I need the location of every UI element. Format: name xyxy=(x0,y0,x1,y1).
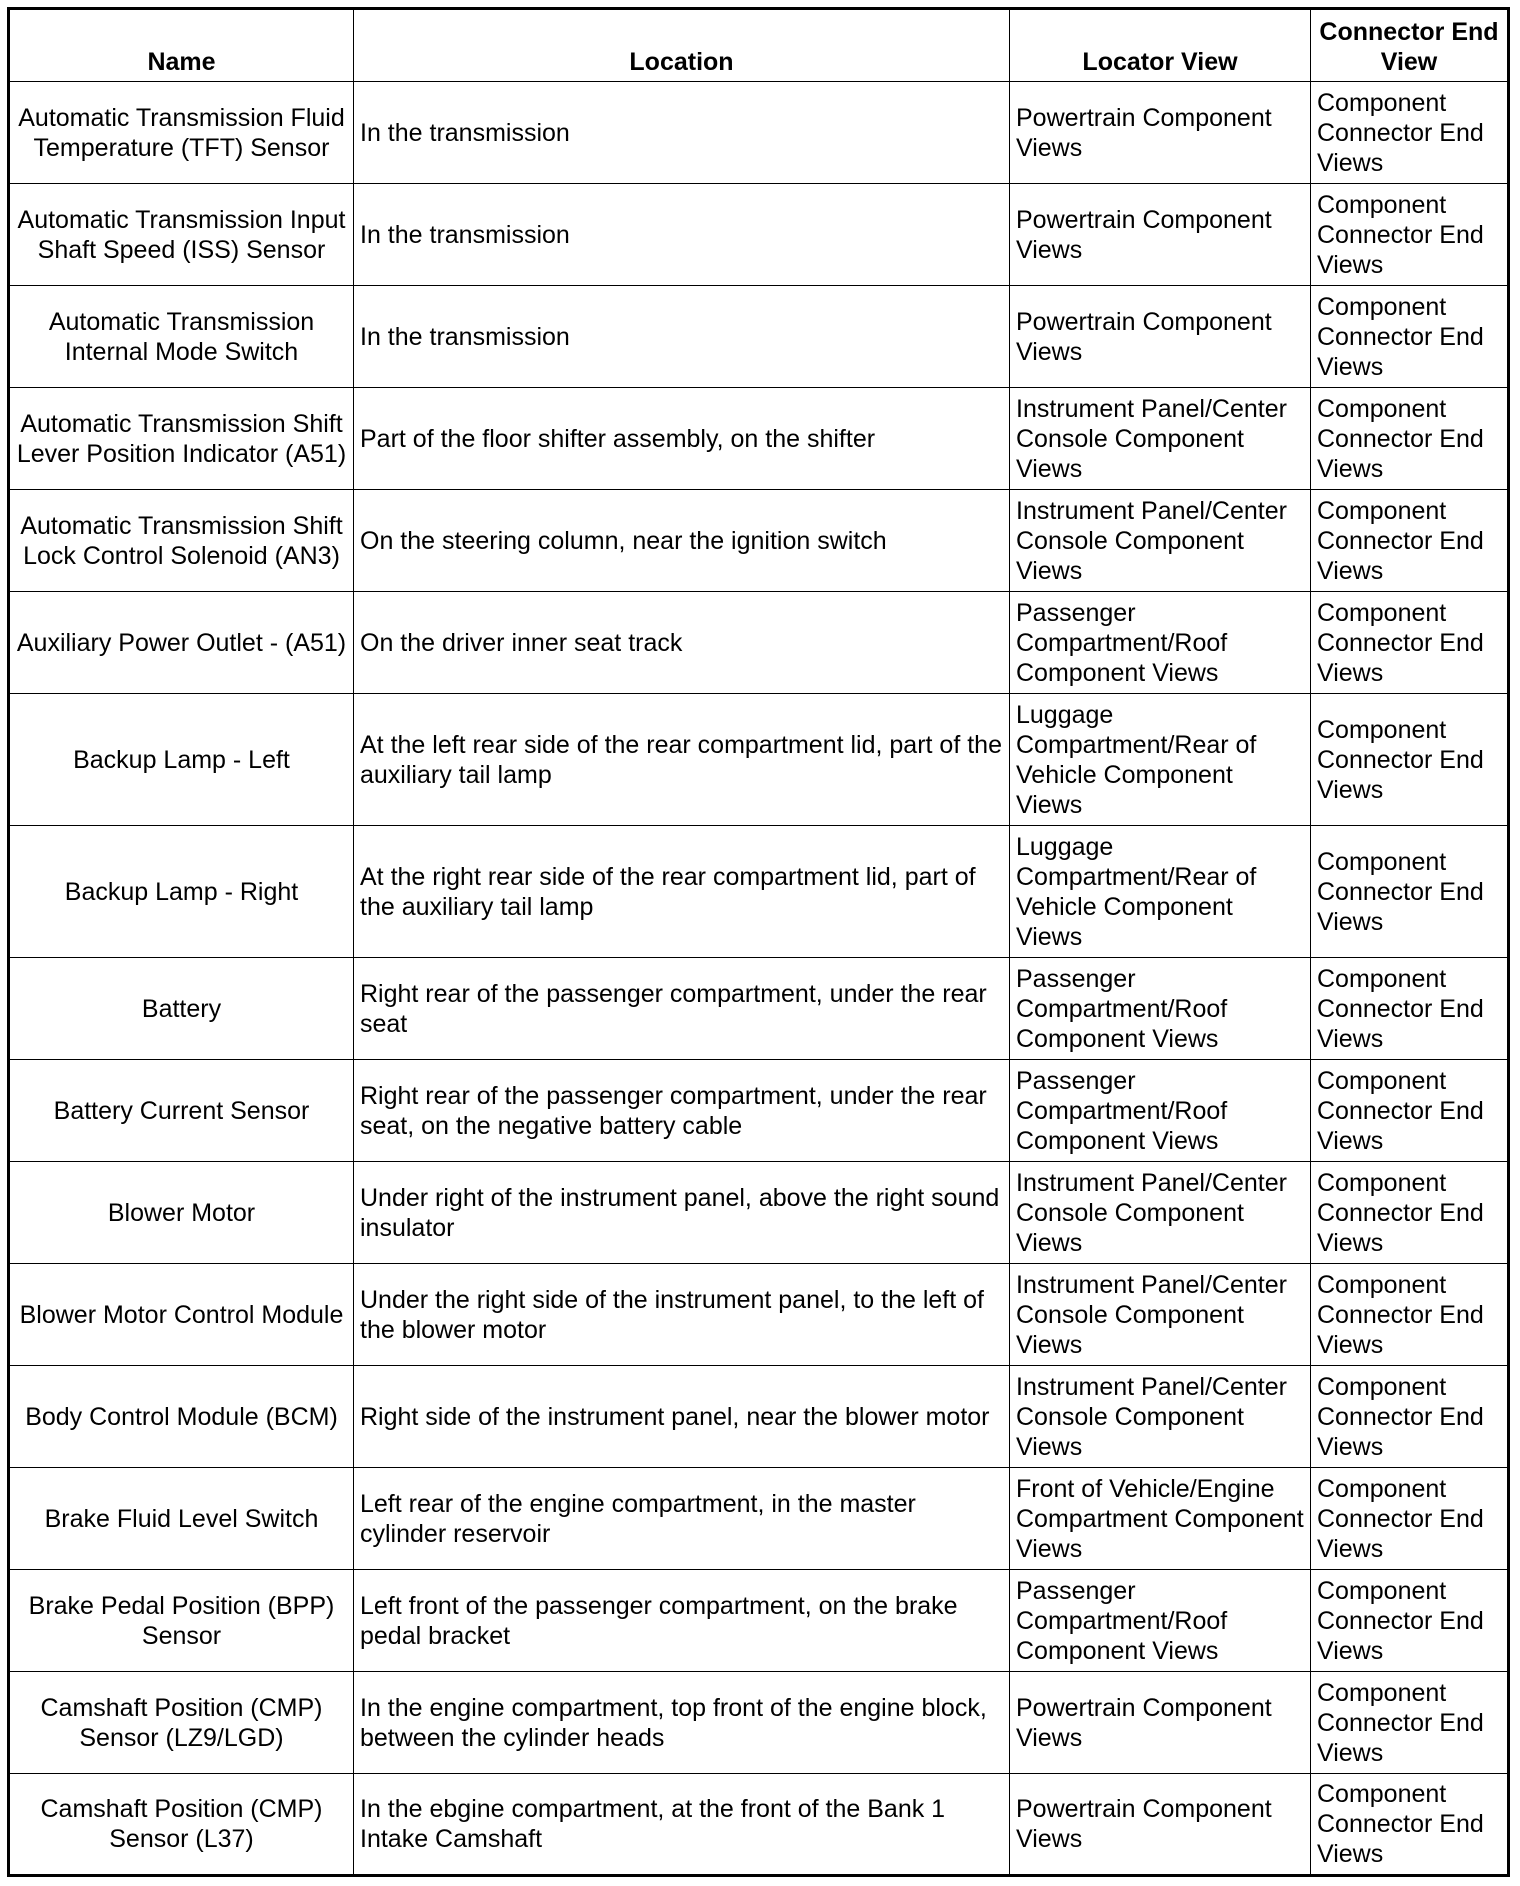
table-row xyxy=(9,184,1509,286)
cell-name: Backup Lamp - Right xyxy=(9,826,354,958)
cell-name: Automatic Transmission Fluid Temperature (TFT) Sensor xyxy=(9,82,354,184)
table-row xyxy=(9,826,1509,958)
cell-location: Part of the floor shifter assembly, on the shifter xyxy=(354,388,1010,490)
table-row xyxy=(9,1060,1509,1162)
cell-location: On the steering column, near the ignition switch xyxy=(354,490,1010,592)
cell-locator-view: Powertrain Component Views xyxy=(1010,184,1311,286)
cell-connector-end-view: Component Connector End Views xyxy=(1311,826,1509,958)
cell-name: Camshaft Position (CMP) Sensor (LZ9/LGD) xyxy=(9,1672,354,1774)
table-row xyxy=(9,1366,1509,1468)
table-row xyxy=(9,82,1509,184)
component-locator-table xyxy=(7,7,1510,1877)
cell-location: In the ebgine compartment, at the front of the Bank 1 Intake Camshaft xyxy=(354,1774,1010,1876)
cell-locator-view: Passenger Compartment/Roof Component Views xyxy=(1010,592,1311,694)
table-row xyxy=(9,1468,1509,1570)
cell-connector-end-view: Component Connector End Views xyxy=(1311,1366,1509,1468)
cell-location: Right rear of the passenger compartment, under the rear seat, on the negative battery cable xyxy=(354,1060,1010,1162)
cell-connector-end-view: Component Connector End Views xyxy=(1311,1774,1509,1876)
cell-locator-view: Powertrain Component Views xyxy=(1010,82,1311,184)
header-row xyxy=(9,9,1509,82)
table-row xyxy=(9,592,1509,694)
table-row xyxy=(9,490,1509,592)
table-row xyxy=(9,388,1509,490)
header-locator-view: Locator View xyxy=(1010,9,1311,82)
cell-connector-end-view: Component Connector End Views xyxy=(1311,592,1509,694)
cell-location: Under right of the instrument panel, above the right sound insulator xyxy=(354,1162,1010,1264)
cell-location: In the transmission xyxy=(354,82,1010,184)
table-row xyxy=(9,694,1509,826)
cell-connector-end-view: Component Connector End Views xyxy=(1311,1570,1509,1672)
cell-name: Auxiliary Power Outlet - (A51) xyxy=(9,592,354,694)
cell-locator-view: Powertrain Component Views xyxy=(1010,1672,1311,1774)
cell-connector-end-view: Component Connector End Views xyxy=(1311,694,1509,826)
cell-locator-view: Powertrain Component Views xyxy=(1010,286,1311,388)
header-connector-end-view: Connector End View xyxy=(1311,9,1509,82)
cell-locator-view: Instrument Panel/Center Console Component Views xyxy=(1010,1162,1311,1264)
cell-locator-view: Passenger Compartment/Roof Component Views xyxy=(1010,1060,1311,1162)
cell-name: Backup Lamp - Left xyxy=(9,694,354,826)
cell-locator-view: Luggage Compartment/Rear of Vehicle Component Views xyxy=(1010,694,1311,826)
table-row xyxy=(9,958,1509,1060)
cell-connector-end-view: Component Connector End Views xyxy=(1311,490,1509,592)
cell-connector-end-view: Component Connector End Views xyxy=(1311,184,1509,286)
cell-location: Left rear of the engine compartment, in the master cylinder reservoir xyxy=(354,1468,1010,1570)
cell-connector-end-view: Component Connector End Views xyxy=(1311,1264,1509,1366)
table-row xyxy=(9,1570,1509,1672)
cell-location: Under the right side of the instrument panel, to the left of the blower motor xyxy=(354,1264,1010,1366)
cell-location: At the left rear side of the rear compartment lid, part of the auxiliary tail lamp xyxy=(354,694,1010,826)
cell-location: In the transmission xyxy=(354,184,1010,286)
cell-location: In the engine compartment, top front of the engine block, between the cylinder heads xyxy=(354,1672,1010,1774)
cell-connector-end-view: Component Connector End Views xyxy=(1311,82,1509,184)
cell-locator-view: Passenger Compartment/Roof Component Views xyxy=(1010,1570,1311,1672)
cell-location: Left front of the passenger compartment, on the brake pedal bracket xyxy=(354,1570,1010,1672)
cell-connector-end-view: Component Connector End Views xyxy=(1311,388,1509,490)
cell-locator-view: Instrument Panel/Center Console Component Views xyxy=(1010,490,1311,592)
cell-name: Battery xyxy=(9,958,354,1060)
cell-name: Battery Current Sensor xyxy=(9,1060,354,1162)
cell-locator-view: Instrument Panel/Center Console Component Views xyxy=(1010,1264,1311,1366)
cell-name: Automatic Transmission Shift Lever Position Indicator (A51) xyxy=(9,388,354,490)
cell-locator-view: Powertrain Component Views xyxy=(1010,1774,1311,1876)
table-row xyxy=(9,1162,1509,1264)
cell-location: Right side of the instrument panel, near the blower motor xyxy=(354,1366,1010,1468)
cell-name: Camshaft Position (CMP) Sensor (L37) xyxy=(9,1774,354,1876)
table-row xyxy=(9,1264,1509,1366)
cell-location: At the right rear side of the rear compartment lid, part of the auxiliary tail lamp xyxy=(354,826,1010,958)
cell-name: Blower Motor Control Module xyxy=(9,1264,354,1366)
cell-connector-end-view: Component Connector End Views xyxy=(1311,1060,1509,1162)
cell-connector-end-view: Component Connector End Views xyxy=(1311,1468,1509,1570)
cell-name: Automatic Transmission Input Shaft Speed (ISS) Sensor xyxy=(9,184,354,286)
cell-connector-end-view: Component Connector End Views xyxy=(1311,1672,1509,1774)
cell-locator-view: Luggage Compartment/Rear of Vehicle Component Views xyxy=(1010,826,1311,958)
table-row xyxy=(9,286,1509,388)
cell-locator-view: Instrument Panel/Center Console Component Views xyxy=(1010,1366,1311,1468)
cell-location: Right rear of the passenger compartment, under the rear seat xyxy=(354,958,1010,1060)
cell-locator-view: Front of Vehicle/Engine Compartment Component Views xyxy=(1010,1468,1311,1570)
cell-connector-end-view: Component Connector End Views xyxy=(1311,1162,1509,1264)
cell-location: In the transmission xyxy=(354,286,1010,388)
cell-name: Brake Fluid Level Switch xyxy=(9,1468,354,1570)
cell-name: Automatic Transmission Internal Mode Switch xyxy=(9,286,354,388)
cell-locator-view: Instrument Panel/Center Console Component Views xyxy=(1010,388,1311,490)
cell-connector-end-view: Component Connector End Views xyxy=(1311,286,1509,388)
table-row xyxy=(9,1774,1509,1876)
cell-name: Automatic Transmission Shift Lock Control Solenoid (AN3) xyxy=(9,490,354,592)
cell-name: Blower Motor xyxy=(9,1162,354,1264)
table-row xyxy=(9,1672,1509,1774)
header-name: Name xyxy=(9,9,354,82)
header-location: Location xyxy=(354,9,1010,82)
cell-name: Brake Pedal Position (BPP) Sensor xyxy=(9,1570,354,1672)
cell-name: Body Control Module (BCM) xyxy=(9,1366,354,1468)
cell-connector-end-view: Component Connector End Views xyxy=(1311,958,1509,1060)
cell-location: On the driver inner seat track xyxy=(354,592,1010,694)
cell-locator-view: Passenger Compartment/Roof Component Views xyxy=(1010,958,1311,1060)
